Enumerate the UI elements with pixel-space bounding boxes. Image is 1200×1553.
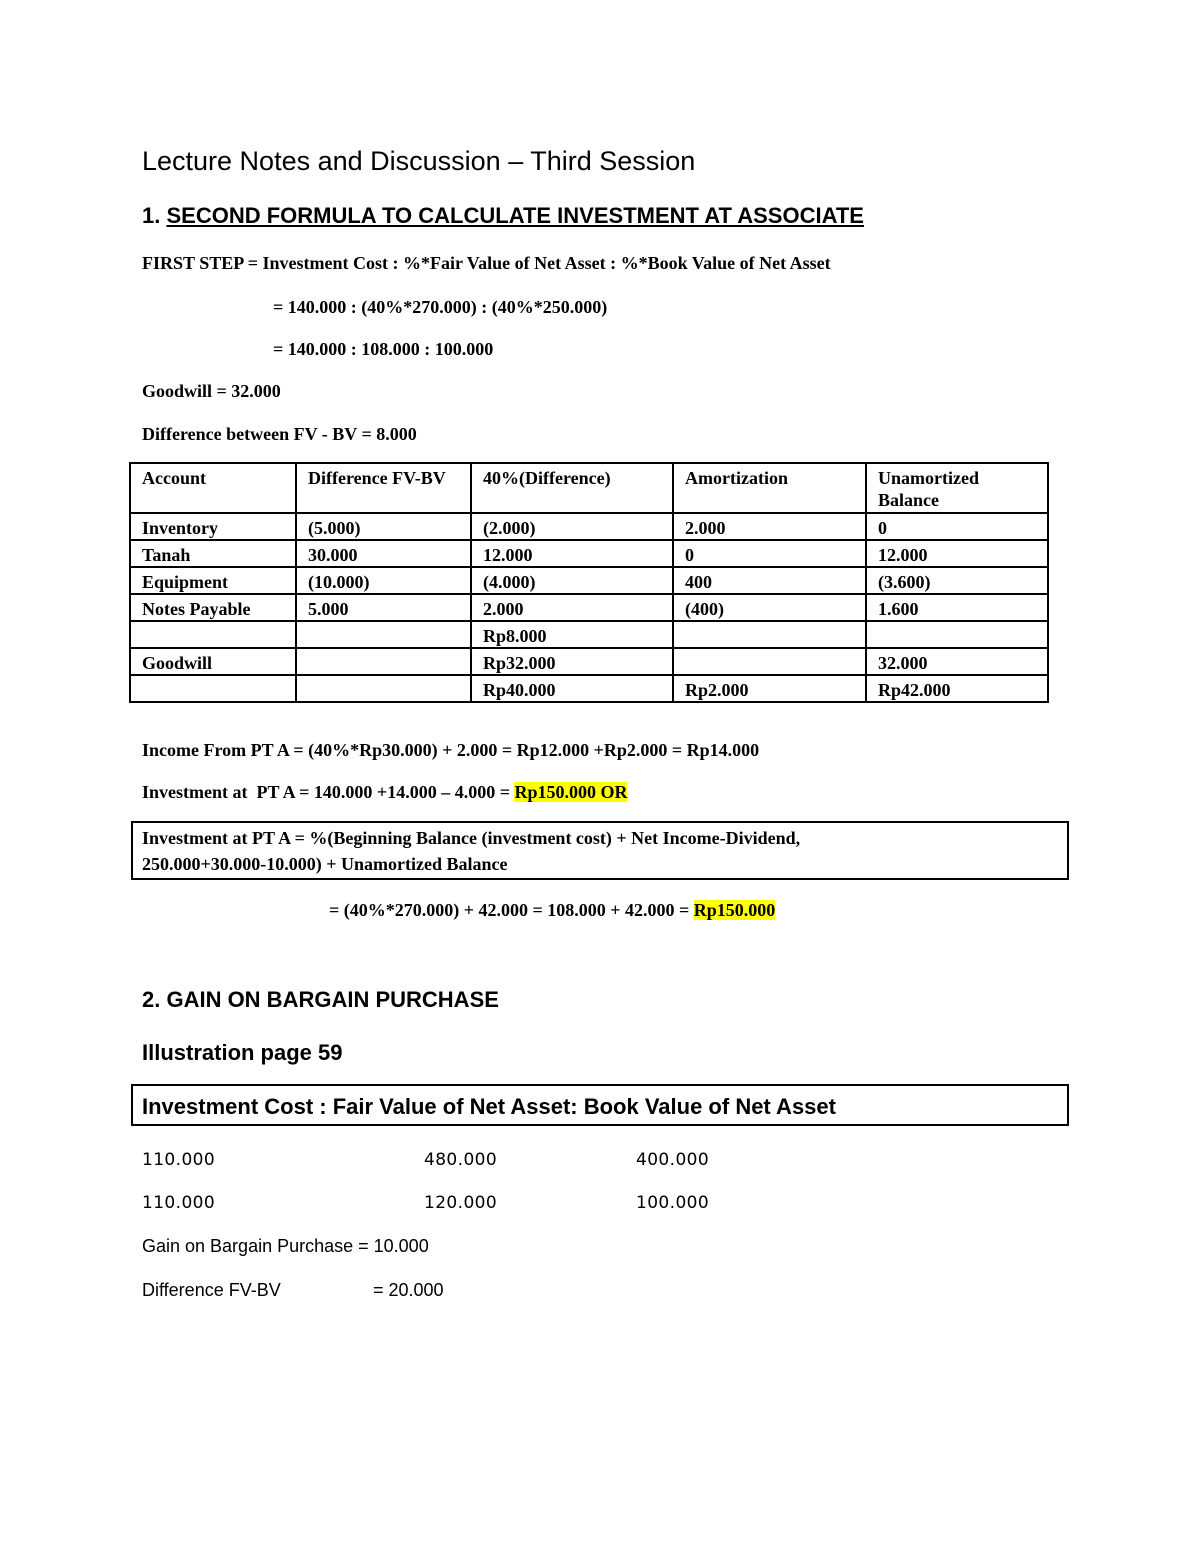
row1-book-value: 400.000: [636, 1150, 710, 1170]
investment-formula-box: [131, 821, 1069, 880]
table-cell: [130, 675, 296, 702]
bargain-formula-box: [131, 1084, 1069, 1126]
bargain-formula-text: Investment Cost : Fair Value of Net Asset: Book Value of Net Asset: [142, 1094, 836, 1119]
table-cell: (5.000): [296, 513, 471, 540]
section-1-title: SECOND FORMULA TO CALCULATE INVESTMENT AT ASSOCIATE: [166, 203, 864, 228]
formula-box-line-2: 250.000+30.000-10.000) + Unamortized Balance: [142, 854, 508, 874]
table-header-row: [130, 463, 1048, 513]
section-1-number: 1.: [142, 203, 161, 228]
table-cell: Tanah: [130, 540, 296, 567]
result-line: [329, 900, 775, 921]
table-cell: [296, 621, 471, 648]
table-cell: (3.600): [866, 567, 1048, 594]
row2-fair-value: 120.000: [424, 1193, 498, 1213]
table-cell: 0: [673, 540, 866, 567]
header-cell: Unamortized Balance: [866, 463, 1048, 513]
table-cell: Rp40.000: [471, 675, 673, 702]
formula-box-line-1: Investment at PT A = %(Beginning Balance (investment cost) + Net Income-Dividend,: [142, 828, 801, 848]
table-cell: [130, 621, 296, 648]
first-step-values: = 140.000 : (40%*270.000) : (40%*250.000): [273, 297, 608, 317]
table-cell: 32.000: [866, 648, 1048, 675]
investment-highlight: Rp150.000 OR: [514, 782, 628, 802]
header-cell: 40%(Difference): [471, 463, 673, 513]
table-cell: Rp32.000: [471, 648, 673, 675]
difference-line: Difference between FV - BV = 8.000: [142, 424, 417, 444]
table-cell: 30.000: [296, 540, 471, 567]
table-cell: Rp8.000: [471, 621, 673, 648]
table-row: [130, 513, 1048, 540]
table-cell: Equipment: [130, 567, 296, 594]
gain-line: Gain on Bargain Purchase = 10.000: [142, 1236, 429, 1256]
table-row: [130, 648, 1048, 675]
table-cell: 400: [673, 567, 866, 594]
row1-fair-value: 480.000: [424, 1150, 498, 1170]
table-cell: Rp2.000: [673, 675, 866, 702]
first-step-line: FIRST STEP = Investment Cost : %*Fair Value of Net Asset : %*Book Value of Net Asset: [142, 253, 831, 273]
income-line: Income From PT A = (40%*Rp30.000) + 2.000 = Rp12.000 +Rp2.000 = Rp14.000: [142, 740, 760, 760]
table-cell: 5.000: [296, 594, 471, 621]
table-cell: 1.600: [866, 594, 1048, 621]
investment-line: [142, 782, 627, 803]
table-row: [130, 621, 1048, 648]
table-cell: 12.000: [866, 540, 1048, 567]
table-cell: Inventory: [130, 513, 296, 540]
table-cell: [866, 621, 1048, 648]
table-cell: 2.000: [673, 513, 866, 540]
table-cell: [673, 648, 866, 675]
section-1-heading: [142, 203, 864, 229]
table-cell: [296, 648, 471, 675]
table-row: [130, 675, 1048, 702]
table-cell: 0: [866, 513, 1048, 540]
table-cell: (400): [673, 594, 866, 621]
table-cell: Goodwill: [130, 648, 296, 675]
table-cell: [673, 621, 866, 648]
row1-cost: 110.000: [142, 1150, 216, 1170]
difference-fv-bv-label: Difference FV-BV: [142, 1280, 281, 1300]
amortization-table: [129, 462, 1049, 703]
table-cell: (2.000): [471, 513, 673, 540]
goodwill-line: Goodwill = 32.000: [142, 381, 281, 401]
table-cell: (10.000): [296, 567, 471, 594]
result-highlight: Rp150.000: [693, 900, 776, 920]
table-cell: Notes Payable: [130, 594, 296, 621]
header-cell: Account: [130, 463, 296, 513]
illustration-heading: Illustration page 59: [142, 1040, 343, 1065]
page-title: Lecture Notes and Discussion – Third Session: [142, 146, 696, 176]
investment-formula: Investment at PT A = 140.000 +14.000 – 4.000 =: [142, 782, 515, 802]
result-formula: = (40%*270.000) + 42.000 = 108.000 + 42.000 =: [329, 900, 694, 920]
header-cell: Difference FV-BV: [296, 463, 471, 513]
table-cell: 2.000: [471, 594, 673, 621]
table-row: [130, 540, 1048, 567]
row2-cost: 110.000: [142, 1193, 216, 1213]
table-row: [130, 567, 1048, 594]
table-cell: Rp42.000: [866, 675, 1048, 702]
header-cell: Amortization: [673, 463, 866, 513]
row2-book-value: 100.000: [636, 1193, 710, 1213]
table-cell: 12.000: [471, 540, 673, 567]
section-2-heading: 2. GAIN ON BARGAIN PURCHASE: [142, 987, 499, 1012]
table-cell: (4.000): [471, 567, 673, 594]
table-cell: [296, 675, 471, 702]
first-step-results: = 140.000 : 108.000 : 100.000: [273, 339, 494, 359]
table-row: [130, 594, 1048, 621]
difference-fv-bv-value: = 20.000: [373, 1280, 444, 1300]
